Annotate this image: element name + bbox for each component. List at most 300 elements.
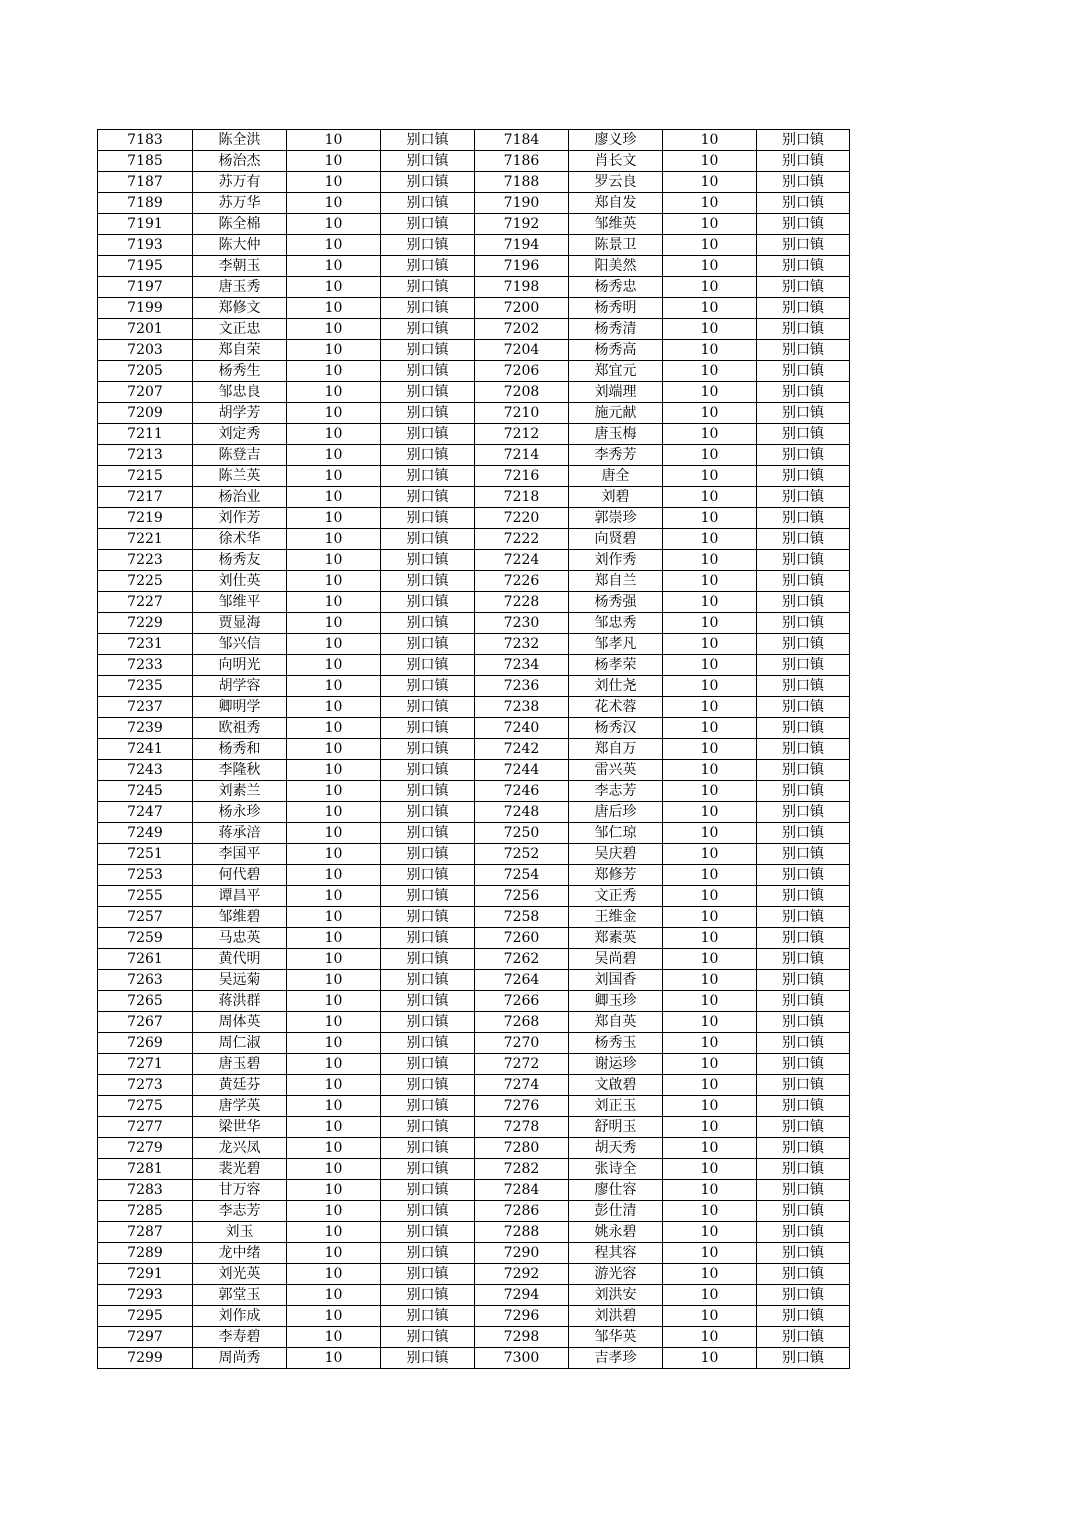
id-cell: 7206 xyxy=(475,361,569,382)
name-cell: 郑素英 xyxy=(569,928,663,949)
name-cell: 杨永珍 xyxy=(193,802,287,823)
id-cell: 7192 xyxy=(475,214,569,235)
name-cell: 郑自万 xyxy=(569,739,663,760)
amount-cell: 10 xyxy=(287,634,381,655)
town-cell: 别口镇 xyxy=(757,1285,850,1306)
table-row xyxy=(98,1033,850,1054)
id-cell: 7299 xyxy=(98,1348,193,1369)
id-cell: 7300 xyxy=(475,1348,569,1369)
name-cell: 卿玉珍 xyxy=(569,991,663,1012)
table-row xyxy=(98,1012,850,1033)
name-cell: 周仁淑 xyxy=(193,1033,287,1054)
name-cell: 龙中绪 xyxy=(193,1243,287,1264)
id-cell: 7200 xyxy=(475,298,569,319)
id-cell: 7228 xyxy=(475,592,569,613)
town-cell: 别口镇 xyxy=(757,697,850,718)
name-cell: 刘光英 xyxy=(193,1264,287,1285)
amount-cell: 10 xyxy=(663,130,757,151)
table-row xyxy=(98,1117,850,1138)
town-cell: 别口镇 xyxy=(381,676,475,697)
name-cell: 郭崇珍 xyxy=(569,508,663,529)
id-cell: 7272 xyxy=(475,1054,569,1075)
id-cell: 7205 xyxy=(98,361,193,382)
town-cell: 别口镇 xyxy=(757,1054,850,1075)
id-cell: 7202 xyxy=(475,319,569,340)
id-cell: 7214 xyxy=(475,445,569,466)
id-cell: 7189 xyxy=(98,193,193,214)
id-cell: 7271 xyxy=(98,1054,193,1075)
amount-cell: 10 xyxy=(663,403,757,424)
town-cell: 别口镇 xyxy=(381,655,475,676)
id-cell: 7273 xyxy=(98,1075,193,1096)
name-cell: 胡学芳 xyxy=(193,403,287,424)
id-cell: 7231 xyxy=(98,634,193,655)
id-cell: 7269 xyxy=(98,1033,193,1054)
amount-cell: 10 xyxy=(663,907,757,928)
town-cell: 别口镇 xyxy=(757,1138,850,1159)
name-cell: 郑修文 xyxy=(193,298,287,319)
town-cell: 别口镇 xyxy=(757,991,850,1012)
name-cell: 李志芳 xyxy=(193,1201,287,1222)
id-cell: 7223 xyxy=(98,550,193,571)
name-cell: 陈登吉 xyxy=(193,445,287,466)
id-cell: 7253 xyxy=(98,865,193,886)
town-cell: 别口镇 xyxy=(757,193,850,214)
id-cell: 7280 xyxy=(475,1138,569,1159)
amount-cell: 10 xyxy=(663,1159,757,1180)
amount-cell: 10 xyxy=(287,172,381,193)
town-cell: 别口镇 xyxy=(381,1306,475,1327)
name-cell: 廖仕容 xyxy=(569,1180,663,1201)
amount-cell: 10 xyxy=(663,445,757,466)
name-cell: 雷兴英 xyxy=(569,760,663,781)
name-cell: 李秀芳 xyxy=(569,445,663,466)
roster-body xyxy=(98,130,850,1369)
name-cell: 陈景卫 xyxy=(569,235,663,256)
amount-cell: 10 xyxy=(287,697,381,718)
name-cell: 梁世华 xyxy=(193,1117,287,1138)
town-cell: 别口镇 xyxy=(381,361,475,382)
id-cell: 7286 xyxy=(475,1201,569,1222)
amount-cell: 10 xyxy=(663,1075,757,1096)
town-cell: 别口镇 xyxy=(381,907,475,928)
amount-cell: 10 xyxy=(663,928,757,949)
amount-cell: 10 xyxy=(663,277,757,298)
name-cell: 廖义珍 xyxy=(569,130,663,151)
amount-cell: 10 xyxy=(663,361,757,382)
name-cell: 刘作成 xyxy=(193,1306,287,1327)
name-cell: 唐学英 xyxy=(193,1096,287,1117)
amount-cell: 10 xyxy=(663,193,757,214)
amount-cell: 10 xyxy=(287,361,381,382)
table-row xyxy=(98,1075,850,1096)
amount-cell: 10 xyxy=(287,1054,381,1075)
amount-cell: 10 xyxy=(663,1306,757,1327)
id-cell: 7295 xyxy=(98,1306,193,1327)
id-cell: 7240 xyxy=(475,718,569,739)
id-cell: 7298 xyxy=(475,1327,569,1348)
amount-cell: 10 xyxy=(287,970,381,991)
table-row xyxy=(98,1306,850,1327)
id-cell: 7234 xyxy=(475,655,569,676)
id-cell: 7289 xyxy=(98,1243,193,1264)
town-cell: 别口镇 xyxy=(757,739,850,760)
table-row xyxy=(98,1159,850,1180)
id-cell: 7258 xyxy=(475,907,569,928)
id-cell: 7274 xyxy=(475,1075,569,1096)
amount-cell: 10 xyxy=(663,256,757,277)
name-cell: 杨秀和 xyxy=(193,739,287,760)
id-cell: 7193 xyxy=(98,235,193,256)
table-row xyxy=(98,802,850,823)
amount-cell: 10 xyxy=(663,718,757,739)
name-cell: 李朝玉 xyxy=(193,256,287,277)
name-cell: 贾显海 xyxy=(193,613,287,634)
table-row xyxy=(98,1243,850,1264)
table-row xyxy=(98,844,850,865)
name-cell: 龙兴凤 xyxy=(193,1138,287,1159)
amount-cell: 10 xyxy=(663,382,757,403)
table-row xyxy=(98,1180,850,1201)
amount-cell: 10 xyxy=(287,886,381,907)
name-cell: 欧祖秀 xyxy=(193,718,287,739)
id-cell: 7224 xyxy=(475,550,569,571)
town-cell: 别口镇 xyxy=(381,1012,475,1033)
id-cell: 7281 xyxy=(98,1159,193,1180)
id-cell: 7219 xyxy=(98,508,193,529)
name-cell: 杨秀汉 xyxy=(569,718,663,739)
id-cell: 7237 xyxy=(98,697,193,718)
id-cell: 7226 xyxy=(475,571,569,592)
amount-cell: 10 xyxy=(287,1117,381,1138)
id-cell: 7264 xyxy=(475,970,569,991)
amount-cell: 10 xyxy=(663,1180,757,1201)
town-cell: 别口镇 xyxy=(381,991,475,1012)
town-cell: 别口镇 xyxy=(757,340,850,361)
town-cell: 别口镇 xyxy=(381,403,475,424)
amount-cell: 10 xyxy=(663,298,757,319)
amount-cell: 10 xyxy=(287,1033,381,1054)
name-cell: 苏万有 xyxy=(193,172,287,193)
name-cell: 刘仕英 xyxy=(193,571,287,592)
amount-cell: 10 xyxy=(663,781,757,802)
id-cell: 7225 xyxy=(98,571,193,592)
amount-cell: 10 xyxy=(287,865,381,886)
amount-cell: 10 xyxy=(663,1033,757,1054)
amount-cell: 10 xyxy=(287,844,381,865)
town-cell: 别口镇 xyxy=(757,1159,850,1180)
town-cell: 别口镇 xyxy=(381,739,475,760)
town-cell: 别口镇 xyxy=(757,298,850,319)
amount-cell: 10 xyxy=(287,130,381,151)
town-cell: 别口镇 xyxy=(757,1327,850,1348)
table-row xyxy=(98,466,850,487)
id-cell: 7209 xyxy=(98,403,193,424)
name-cell: 张诗全 xyxy=(569,1159,663,1180)
table-row xyxy=(98,508,850,529)
name-cell: 周尚秀 xyxy=(193,1348,287,1369)
name-cell: 杨秀明 xyxy=(569,298,663,319)
amount-cell: 10 xyxy=(287,1327,381,1348)
town-cell: 别口镇 xyxy=(757,1180,850,1201)
town-cell: 别口镇 xyxy=(381,256,475,277)
table-row xyxy=(98,529,850,550)
amount-cell: 10 xyxy=(287,403,381,424)
town-cell: 别口镇 xyxy=(757,1348,850,1369)
name-cell: 杨治业 xyxy=(193,487,287,508)
town-cell: 别口镇 xyxy=(381,718,475,739)
table-row xyxy=(98,151,850,172)
id-cell: 7261 xyxy=(98,949,193,970)
table-row xyxy=(98,907,850,928)
amount-cell: 10 xyxy=(287,1159,381,1180)
id-cell: 7199 xyxy=(98,298,193,319)
town-cell: 别口镇 xyxy=(757,550,850,571)
name-cell: 陈全棉 xyxy=(193,214,287,235)
table-row xyxy=(98,655,850,676)
amount-cell: 10 xyxy=(287,466,381,487)
name-cell: 杨孝荣 xyxy=(569,655,663,676)
amount-cell: 10 xyxy=(287,907,381,928)
table-row xyxy=(98,1054,850,1075)
table-row xyxy=(98,634,850,655)
id-cell: 7185 xyxy=(98,151,193,172)
id-cell: 7208 xyxy=(475,382,569,403)
town-cell: 别口镇 xyxy=(381,1159,475,1180)
name-cell: 陈全洪 xyxy=(193,130,287,151)
name-cell: 罗云良 xyxy=(569,172,663,193)
name-cell: 吴尚碧 xyxy=(569,949,663,970)
town-cell: 别口镇 xyxy=(757,1222,850,1243)
town-cell: 别口镇 xyxy=(757,1075,850,1096)
id-cell: 7251 xyxy=(98,844,193,865)
name-cell: 花术蓉 xyxy=(569,697,663,718)
town-cell: 别口镇 xyxy=(381,1264,475,1285)
town-cell: 别口镇 xyxy=(757,487,850,508)
amount-cell: 10 xyxy=(287,1285,381,1306)
town-cell: 别口镇 xyxy=(381,865,475,886)
id-cell: 7255 xyxy=(98,886,193,907)
amount-cell: 10 xyxy=(287,781,381,802)
town-cell: 别口镇 xyxy=(381,1180,475,1201)
id-cell: 7279 xyxy=(98,1138,193,1159)
id-cell: 7247 xyxy=(98,802,193,823)
amount-cell: 10 xyxy=(287,1180,381,1201)
town-cell: 别口镇 xyxy=(381,466,475,487)
town-cell: 别口镇 xyxy=(381,634,475,655)
amount-cell: 10 xyxy=(287,676,381,697)
id-cell: 7260 xyxy=(475,928,569,949)
name-cell: 游光容 xyxy=(569,1264,663,1285)
id-cell: 7283 xyxy=(98,1180,193,1201)
name-cell: 邹仁琼 xyxy=(569,823,663,844)
town-cell: 别口镇 xyxy=(381,571,475,592)
name-cell: 陈兰英 xyxy=(193,466,287,487)
amount-cell: 10 xyxy=(287,592,381,613)
table-row xyxy=(98,319,850,340)
town-cell: 别口镇 xyxy=(381,1054,475,1075)
town-cell: 别口镇 xyxy=(381,1075,475,1096)
town-cell: 别口镇 xyxy=(381,172,475,193)
table-row xyxy=(98,592,850,613)
amount-cell: 10 xyxy=(663,529,757,550)
amount-cell: 10 xyxy=(663,1285,757,1306)
name-cell: 刘国香 xyxy=(569,970,663,991)
name-cell: 郑修芳 xyxy=(569,865,663,886)
town-cell: 别口镇 xyxy=(757,1306,850,1327)
town-cell: 别口镇 xyxy=(381,340,475,361)
name-cell: 黄廷芬 xyxy=(193,1075,287,1096)
id-cell: 7290 xyxy=(475,1243,569,1264)
name-cell: 李志芳 xyxy=(569,781,663,802)
id-cell: 7268 xyxy=(475,1012,569,1033)
amount-cell: 10 xyxy=(663,1327,757,1348)
table-row xyxy=(98,571,850,592)
town-cell: 别口镇 xyxy=(381,781,475,802)
name-cell: 郭堂玉 xyxy=(193,1285,287,1306)
town-cell: 别口镇 xyxy=(757,151,850,172)
town-cell: 别口镇 xyxy=(381,1201,475,1222)
amount-cell: 10 xyxy=(287,718,381,739)
name-cell: 邹忠秀 xyxy=(569,613,663,634)
town-cell: 别口镇 xyxy=(757,949,850,970)
town-cell: 别口镇 xyxy=(381,487,475,508)
amount-cell: 10 xyxy=(287,235,381,256)
amount-cell: 10 xyxy=(663,697,757,718)
amount-cell: 10 xyxy=(663,1096,757,1117)
name-cell: 陈大仲 xyxy=(193,235,287,256)
amount-cell: 10 xyxy=(287,256,381,277)
table-row xyxy=(98,1348,850,1369)
name-cell: 蒋承涪 xyxy=(193,823,287,844)
amount-cell: 10 xyxy=(287,508,381,529)
amount-cell: 10 xyxy=(663,1222,757,1243)
id-cell: 7220 xyxy=(475,508,569,529)
id-cell: 7183 xyxy=(98,130,193,151)
table-row xyxy=(98,130,850,151)
amount-cell: 10 xyxy=(287,1222,381,1243)
name-cell: 徐术华 xyxy=(193,529,287,550)
town-cell: 别口镇 xyxy=(757,718,850,739)
amount-cell: 10 xyxy=(663,844,757,865)
amount-cell: 10 xyxy=(287,613,381,634)
town-cell: 别口镇 xyxy=(381,970,475,991)
name-cell: 胡学容 xyxy=(193,676,287,697)
town-cell: 别口镇 xyxy=(381,277,475,298)
town-cell: 别口镇 xyxy=(757,571,850,592)
id-cell: 7257 xyxy=(98,907,193,928)
amount-cell: 10 xyxy=(663,1243,757,1264)
name-cell: 刘洪碧 xyxy=(569,1306,663,1327)
id-cell: 7222 xyxy=(475,529,569,550)
id-cell: 7293 xyxy=(98,1285,193,1306)
amount-cell: 10 xyxy=(287,487,381,508)
id-cell: 7284 xyxy=(475,1180,569,1201)
town-cell: 别口镇 xyxy=(757,445,850,466)
town-cell: 别口镇 xyxy=(757,907,850,928)
id-cell: 7288 xyxy=(475,1222,569,1243)
town-cell: 别口镇 xyxy=(757,172,850,193)
name-cell: 郑自兰 xyxy=(569,571,663,592)
town-cell: 别口镇 xyxy=(381,1348,475,1369)
amount-cell: 10 xyxy=(287,151,381,172)
table-row xyxy=(98,214,850,235)
town-cell: 别口镇 xyxy=(381,1285,475,1306)
table-row xyxy=(98,361,850,382)
id-cell: 7266 xyxy=(475,991,569,1012)
id-cell: 7246 xyxy=(475,781,569,802)
name-cell: 刘作芳 xyxy=(193,508,287,529)
amount-cell: 10 xyxy=(663,571,757,592)
amount-cell: 10 xyxy=(663,865,757,886)
id-cell: 7267 xyxy=(98,1012,193,1033)
town-cell: 别口镇 xyxy=(757,634,850,655)
table-row xyxy=(98,1285,850,1306)
name-cell: 文正忠 xyxy=(193,319,287,340)
name-cell: 唐后珍 xyxy=(569,802,663,823)
town-cell: 别口镇 xyxy=(381,151,475,172)
town-cell: 别口镇 xyxy=(381,193,475,214)
name-cell: 邹维英 xyxy=(569,214,663,235)
name-cell: 刘端理 xyxy=(569,382,663,403)
town-cell: 别口镇 xyxy=(381,592,475,613)
id-cell: 7218 xyxy=(475,487,569,508)
amount-cell: 10 xyxy=(287,1138,381,1159)
amount-cell: 10 xyxy=(663,550,757,571)
amount-cell: 10 xyxy=(663,1348,757,1369)
id-cell: 7296 xyxy=(475,1306,569,1327)
id-cell: 7197 xyxy=(98,277,193,298)
id-cell: 7282 xyxy=(475,1159,569,1180)
amount-cell: 10 xyxy=(287,340,381,361)
amount-cell: 10 xyxy=(663,676,757,697)
name-cell: 彭仕清 xyxy=(569,1201,663,1222)
id-cell: 7254 xyxy=(475,865,569,886)
town-cell: 别口镇 xyxy=(757,508,850,529)
amount-cell: 10 xyxy=(287,949,381,970)
name-cell: 邹维平 xyxy=(193,592,287,613)
town-cell: 别口镇 xyxy=(381,235,475,256)
id-cell: 7236 xyxy=(475,676,569,697)
town-cell: 别口镇 xyxy=(381,130,475,151)
table-row xyxy=(98,823,850,844)
amount-cell: 10 xyxy=(663,613,757,634)
town-cell: 别口镇 xyxy=(757,1264,850,1285)
id-cell: 7187 xyxy=(98,172,193,193)
town-cell: 别口镇 xyxy=(757,1243,850,1264)
name-cell: 刘正玉 xyxy=(569,1096,663,1117)
id-cell: 7204 xyxy=(475,340,569,361)
amount-cell: 10 xyxy=(287,928,381,949)
id-cell: 7238 xyxy=(475,697,569,718)
town-cell: 别口镇 xyxy=(381,697,475,718)
id-cell: 7291 xyxy=(98,1264,193,1285)
id-cell: 7297 xyxy=(98,1327,193,1348)
id-cell: 7245 xyxy=(98,781,193,802)
amount-cell: 10 xyxy=(663,949,757,970)
town-cell: 别口镇 xyxy=(381,1138,475,1159)
name-cell: 文正秀 xyxy=(569,886,663,907)
table-row xyxy=(98,403,850,424)
id-cell: 7215 xyxy=(98,466,193,487)
amount-cell: 10 xyxy=(663,634,757,655)
id-cell: 7216 xyxy=(475,466,569,487)
amount-cell: 10 xyxy=(663,1201,757,1222)
id-cell: 7294 xyxy=(475,1285,569,1306)
id-cell: 7232 xyxy=(475,634,569,655)
id-cell: 7252 xyxy=(475,844,569,865)
name-cell: 唐玉秀 xyxy=(193,277,287,298)
